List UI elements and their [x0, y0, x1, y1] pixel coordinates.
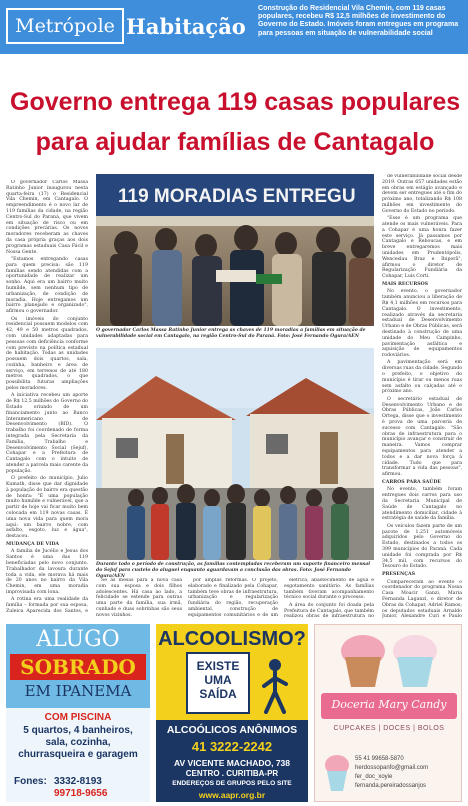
ad1-desc: 5 quartos, 4 banheiros, sala, cozinha, churrasqueira e garagem	[18, 725, 138, 760]
subheading: PRESENÇAS	[382, 572, 415, 578]
article-column-3	[188, 578, 278, 618]
ad1-phone-label: Fones:	[14, 776, 47, 787]
ad3-brand: Doceria Mary Candy	[331, 698, 447, 711]
paragraph: Os imóveis do conjunto residencial possuem modelos com 42, 49 e 50 metros quadrados, com unidades adaptadas para pessoas com deficiência conforme com previsto na política estadual de habitação. Todas as unidades possuem dois quartos, sala, cozinha, banheiro e área de serviço, em terrenos de até 180 metros quadrados, o que possibilita futuras ampliações pelos moradores.	[6, 316, 88, 392]
ad2-sign-1: EXISTE	[196, 659, 240, 673]
ad2-address: AV VICENTE MACHADO, 738	[173, 758, 291, 768]
photo-caption-2: Durante todo o período de construção, as famílias contempladas receberam um suporte financeiro mensal do Sejuf para custeio do aluguel enquanto aguardavam a conclusão das obras. Foto: José Fernando Ogura/AEN	[96, 562, 370, 579]
paragraph: Compareceram ao evento o coordenador do programa Nossa Casa Moacir Ganzi, Maria Fernanda Laganzi, o diretor de Obras da Cohapar, Adriel Ramos; os deputados estaduais Arnaldo Junior, Alexandre Curi e Paulo	[382, 579, 462, 618]
lead-summary: Construção do Residencial Vila Chemin, com 119 casas populares, recebeu R$ 12,5 milhões de investimento do Governo do Estado. Imóveis foram entregues em programa para pessoas em situação de vulnerabilidade social	[258, 4, 459, 37]
headline-line-2: para ajudar famílias de Cantagalo	[35, 128, 435, 156]
paragraph: "Estamos entregando casas para quem precisa: são 119 famílias sendo atendidas com a oportunidade de realizar um sonho. Aqui era um bairro muito humilde, sem nenhum tipo de urbanização, de condição de moradia. Hoje entregamos um bairro planejado e organizado", afirmou o governador.	[6, 256, 88, 315]
ad1-feature: COM PISCINA	[44, 712, 112, 723]
article-column-4	[284, 578, 374, 618]
ad3-tagline: CUPCAKES | DOCES | BOLOS	[333, 725, 445, 732]
paragraph: A rotina era uma realidade da família – formada por sua esposa, Zuleica Aparecida dos Santos, e	[6, 597, 88, 613]
ad1-mid: SOBRADO	[10, 654, 146, 680]
ad3-email: herdossopanfo@gmail.com	[355, 765, 429, 771]
ad3-facebook: fernanda.pereiradossanjos	[355, 783, 427, 789]
ad3-instagram: fer_doc_xoyie	[355, 774, 393, 780]
ad2-groups: ENDEREÇOS DE GRUPOS PELO SITE	[172, 780, 292, 787]
ad3-contacts	[355, 755, 459, 791]
cupcake-small-icon	[323, 753, 351, 793]
ad2-sign-2: UMA	[204, 673, 232, 687]
article-column-5	[382, 174, 462, 618]
ad1-phone-2: 99718-9656	[54, 788, 108, 799]
article-column-2	[96, 578, 182, 618]
paragraph: elétrica, abastecimento de água e esgotamento sanitário. As famílias também tiveram acompanhamento técnico social durante o processo.	[284, 578, 374, 601]
ad2-org: ALCOÓLICOS ANÔNIMOS	[166, 724, 298, 736]
walking-figure-icon	[260, 658, 290, 714]
ad2-title: ALCOOLISMO?	[158, 628, 306, 650]
ad-alugo-sobrado	[6, 624, 150, 802]
paragraph: O governador Carlos Massa Ratinho Junior inaugurou nesta quarta-feira (17) o Residencial Vila Chemin, em Cantagalo. O empreendimento é o novo lar de 119 famílias da cidade, na região Centro-Sul do Paraná, que vivem em situação de risco ou em condições precárias. Os novos moradores receberam as chaves da casa própria graças aos dois programas estaduais Casa Fácil e Nossa Gente.	[6, 180, 88, 255]
ad2-site: www.aapr.org.br	[198, 790, 266, 800]
subheading: MAIS RECURSOS	[382, 281, 429, 287]
subheading: MUDANÇA DE VIDA	[6, 541, 60, 547]
ad1-bottom: EM IPANEMA	[24, 682, 132, 700]
paragraph: O prefeito do município, Julio Kumath, disse que dar dignidade à população do bairro era questão de honra: "É uma população muito humilde e vulnerável, que a partir de hoje vai ficar muito bem colocada em 119 novas casas. É uma nova vida para quem mora aqui: um bairro nobre, com asfalto, esgoto, luz e água", destacou.	[6, 476, 88, 540]
photo-caption-1: O governador Carlos Massa Ratinho Junior entrega as chaves de 119 moradias a famílias em situação de vulnerabilidade social em Cantagalo, na região Centro-Sul do Paraná. Foto: José Fernando Ogura/AEN	[96, 328, 366, 339]
cupcake-icon	[333, 631, 445, 689]
paragraph: A iniciativa recebeu um aporte de R$ 12,5 milhões do Governo do Estado oriundo de um financiamento junto ao Banco Interamericano de Desenvolvimento (BID). O trabalho foi coordenado de forma integrada pela Secretaria da Família, Trabalho e Desenvolvimento Social (Sejuf), Cohapar e a Prefeitura de Cantagalo com o intuito de atender a parcela mais carente da população.	[6, 393, 88, 474]
headline-line-1: Governo entrega 119 casas populares	[10, 88, 461, 116]
ad1-phone-1: 3332-8193	[54, 776, 102, 787]
paragraph: A pavimentação será em diversas ruas da cidade. Segundo o prefeito, o objetivo do município é tirar ou menos ruas sem asfalto ou calçadas até o próximo ano.	[382, 360, 462, 395]
paragraph: A família de Jucélio e Jesus dos Santos é uma das 119 beneficiadas pelo novo conjunto. Trabalhador da lavoura durante toda a vida, ele morava há mais de 20 anos no bairro da Vila Chemin, em uma moradia improvisada com lona.	[6, 549, 88, 595]
ad2-sign-3: SAÍDA	[199, 687, 237, 701]
ad1-top: ALUGO	[36, 627, 120, 652]
subheading: CARROS PARA SAÚDE	[382, 480, 441, 486]
photo-governor-ceremony	[96, 174, 374, 326]
ad2-city: CENTRO . CURITIBA-PR	[185, 769, 279, 778]
ad-alcoolicos-anonimos	[156, 624, 308, 802]
photo-residential-houses	[96, 348, 374, 560]
photo-banner-text: 119 MORADIAS ENTREGU	[118, 186, 356, 207]
section-title-habitacao: Habitação	[126, 13, 246, 39]
ad2-sign	[186, 652, 250, 714]
paragraph: por amplas reformas. O projeto, elaborado e finalizado pela Cohapar, também teve obras de infraestrutura, urbanização e regularização fundiária do região, recuperação ambiental, construção de equipamentos comunitários e de um	[188, 578, 278, 618]
ad2-phone: 41 3222-2242	[191, 739, 273, 754]
section-title-metropole: Metrópole	[6, 8, 124, 44]
paragraph: A área do conjunto foi doada pela Prefeitura de Cantagalo, que também realizou obras de infraestrutura no	[284, 602, 374, 618]
paragraph: Se as mesas para a nova casa com sua esposa e dois filhos adolescentes. Há casa ao lado, a felicidade se estende para outras uma parte da família, sua irmã, cunhado e duas sobrinhas são seus novos vizinhos.	[96, 578, 182, 618]
paragraph: No evento, também foram entregues dois carros para uso da Secretaria Municipal de Saúde de Cantagalo no atendimento domiciliar, cidade à estratégia de saúde da família.	[382, 487, 462, 522]
paragraph: Os veículos fazem parte de um pacote de 1.251 automóveis adquiridos pelo Governo do Estado, destinados a todos os 399 municípios do Paraná. Cada unidade foi comprada por R$ 34,5 mil, com recursos do Tesouro do Estado.	[382, 523, 462, 570]
photo-illustration	[96, 174, 374, 326]
article-column-1	[6, 180, 88, 613]
ad-doceria-mary-candy	[314, 624, 462, 802]
paragraph: O secretário estadual de Desenvolvimento Urbano e de Obras Públicas, João Carlos Ortega, disse que o investimento é prova de uma parceria de sucesso com Cantagalo. "São obras de infraestrutura para o município avançar e construir de maneira. Vamos comprar equipamentos para atender a todos e a dar nova força à cidade. Tudo que para transformar a vida das pessoas", afirmou.	[382, 396, 462, 478]
photo-illustration	[96, 348, 374, 560]
paragraph: "Esse é um programa que atende os mais vulneráveis. Para a Cohapar é uma honra fazer este serviço. Já passamos por Cantagalo e Reboucas, e em breve entregaremos mais unidades em Prudentópolis, Wenceslau Braz e Ibiporã", afirmou o diretor de Regularização Fundiária da Cohapar, Luis Corti.	[382, 216, 462, 280]
paragraph: de vulnerabilidade social desde 2019. Outras 657 unidades estão em obras em estágio avançado e devem ser entregues até o fim do próximo ano, totalizando R$ 108 milhões em investimento do Governo do Estado no período.	[382, 174, 462, 214]
paragraph: No evento, o governador também anunciou a liberação de R$ 4,1 milhões em recursos para Cantagalo. O investimento, realizado através da secretaria estadual de Desenvolvimento Urbano e de Obras Públicas, será destinado à construção de uma unidade do Meu Campinho, pavimentação asfáltica e aquisição de equipamentos rodoviários.	[382, 289, 462, 359]
ad3-phone: 55 41 99658-5870	[355, 756, 404, 762]
